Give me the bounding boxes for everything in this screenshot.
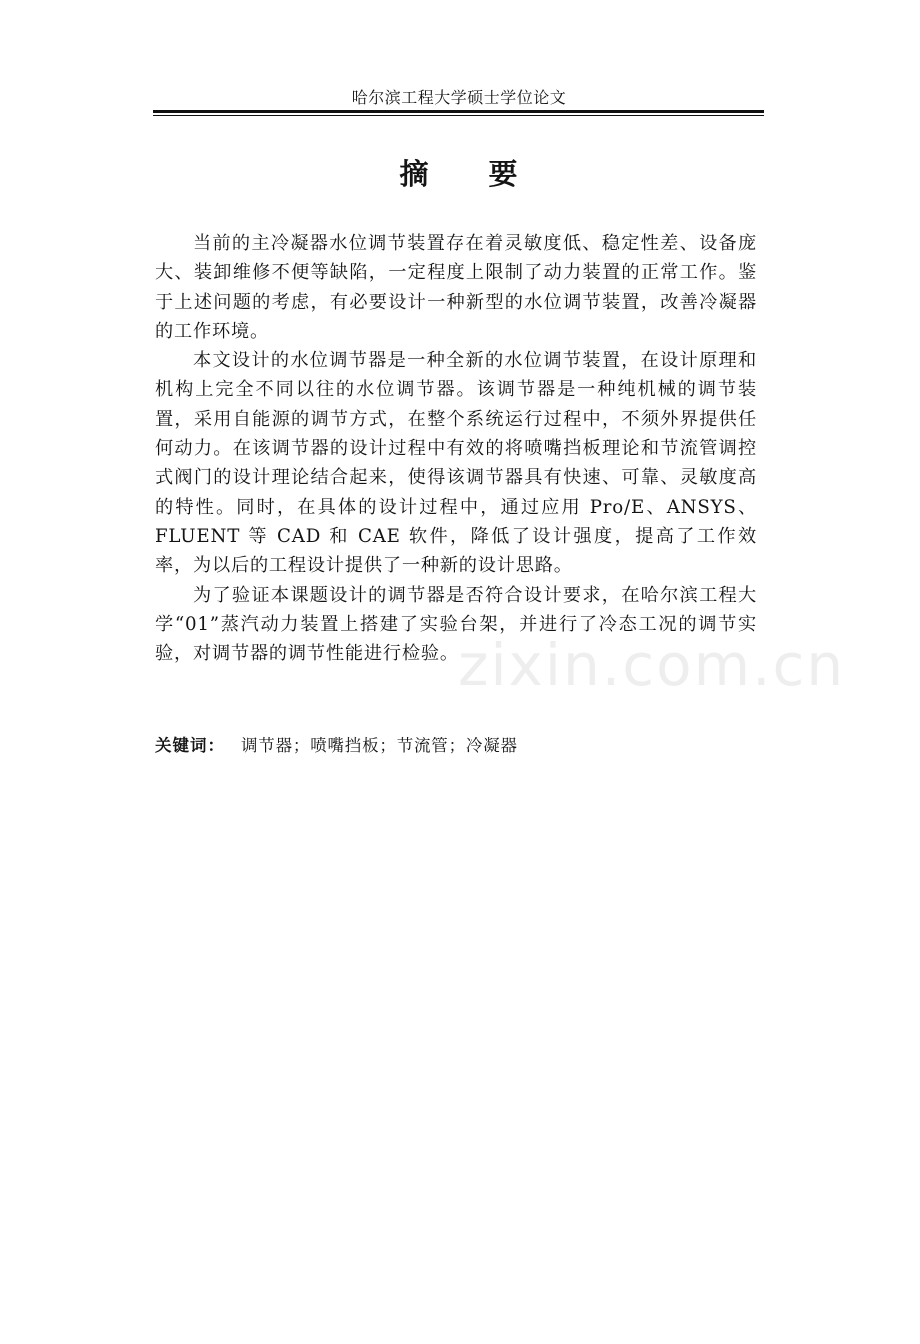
keywords-label: 关键词： [155,736,225,755]
keywords-value: 调节器；喷嘴挡板；节流管；冷凝器 [241,736,518,755]
abstract-paragraph-3: 为了验证本课题设计的调节器是否符合设计要求，在哈尔滨工程大学“01”蒸汽动力装置上搭建了实验台架，并进行了冷态工况的调节实验，对调节器的调节性能进行检验。 [155,584,757,665]
keywords-line [155,733,518,759]
header-rule-thin [153,115,764,116]
abstract-body [155,229,757,668]
running-header: 哈尔滨工程大学硕士学位论文 [351,88,567,107]
abstract-paragraph-2: 本文设计的水位调节器是一种全新的水位调节装置，在设计原理和机构上完全不同以往的水位调节器。该调节器是一种纯机械的调节装置，采用自能源的调节方式，在整个系统运行过程中，不须外界提供任何动力。在该调节器的设计过程中有效的将喷嘴挡板理论和节流管调控式阀门的设计理论结合起来，使得该调节器具有快速、可靠、灵敏度高的特性。同时，在具体的设计过程中，通过应用 Pro/E、ANSYS、FLUENT 等 CAD 和 CAE 软件，降低了设计强度，提高了工作效率，为以后的工程设计提供了一种新的设计思路。 [155,350,757,577]
header-rule-thick [153,110,764,113]
watermark: zixin.com.cn [458,631,846,699]
abstract-title: 摘要 [399,157,578,191]
abstract-paragraph-1: 当前的主冷凝器水位调节装置存在着灵敏度低、稳定性差、设备庞大、装卸维修不便等缺陷，一定程度上限制了动力装置的正常工作。鉴于上述问题的考虑，有必要设计一种新型的水位调节装置，改善冷凝器的工作环境。 [155,233,757,342]
